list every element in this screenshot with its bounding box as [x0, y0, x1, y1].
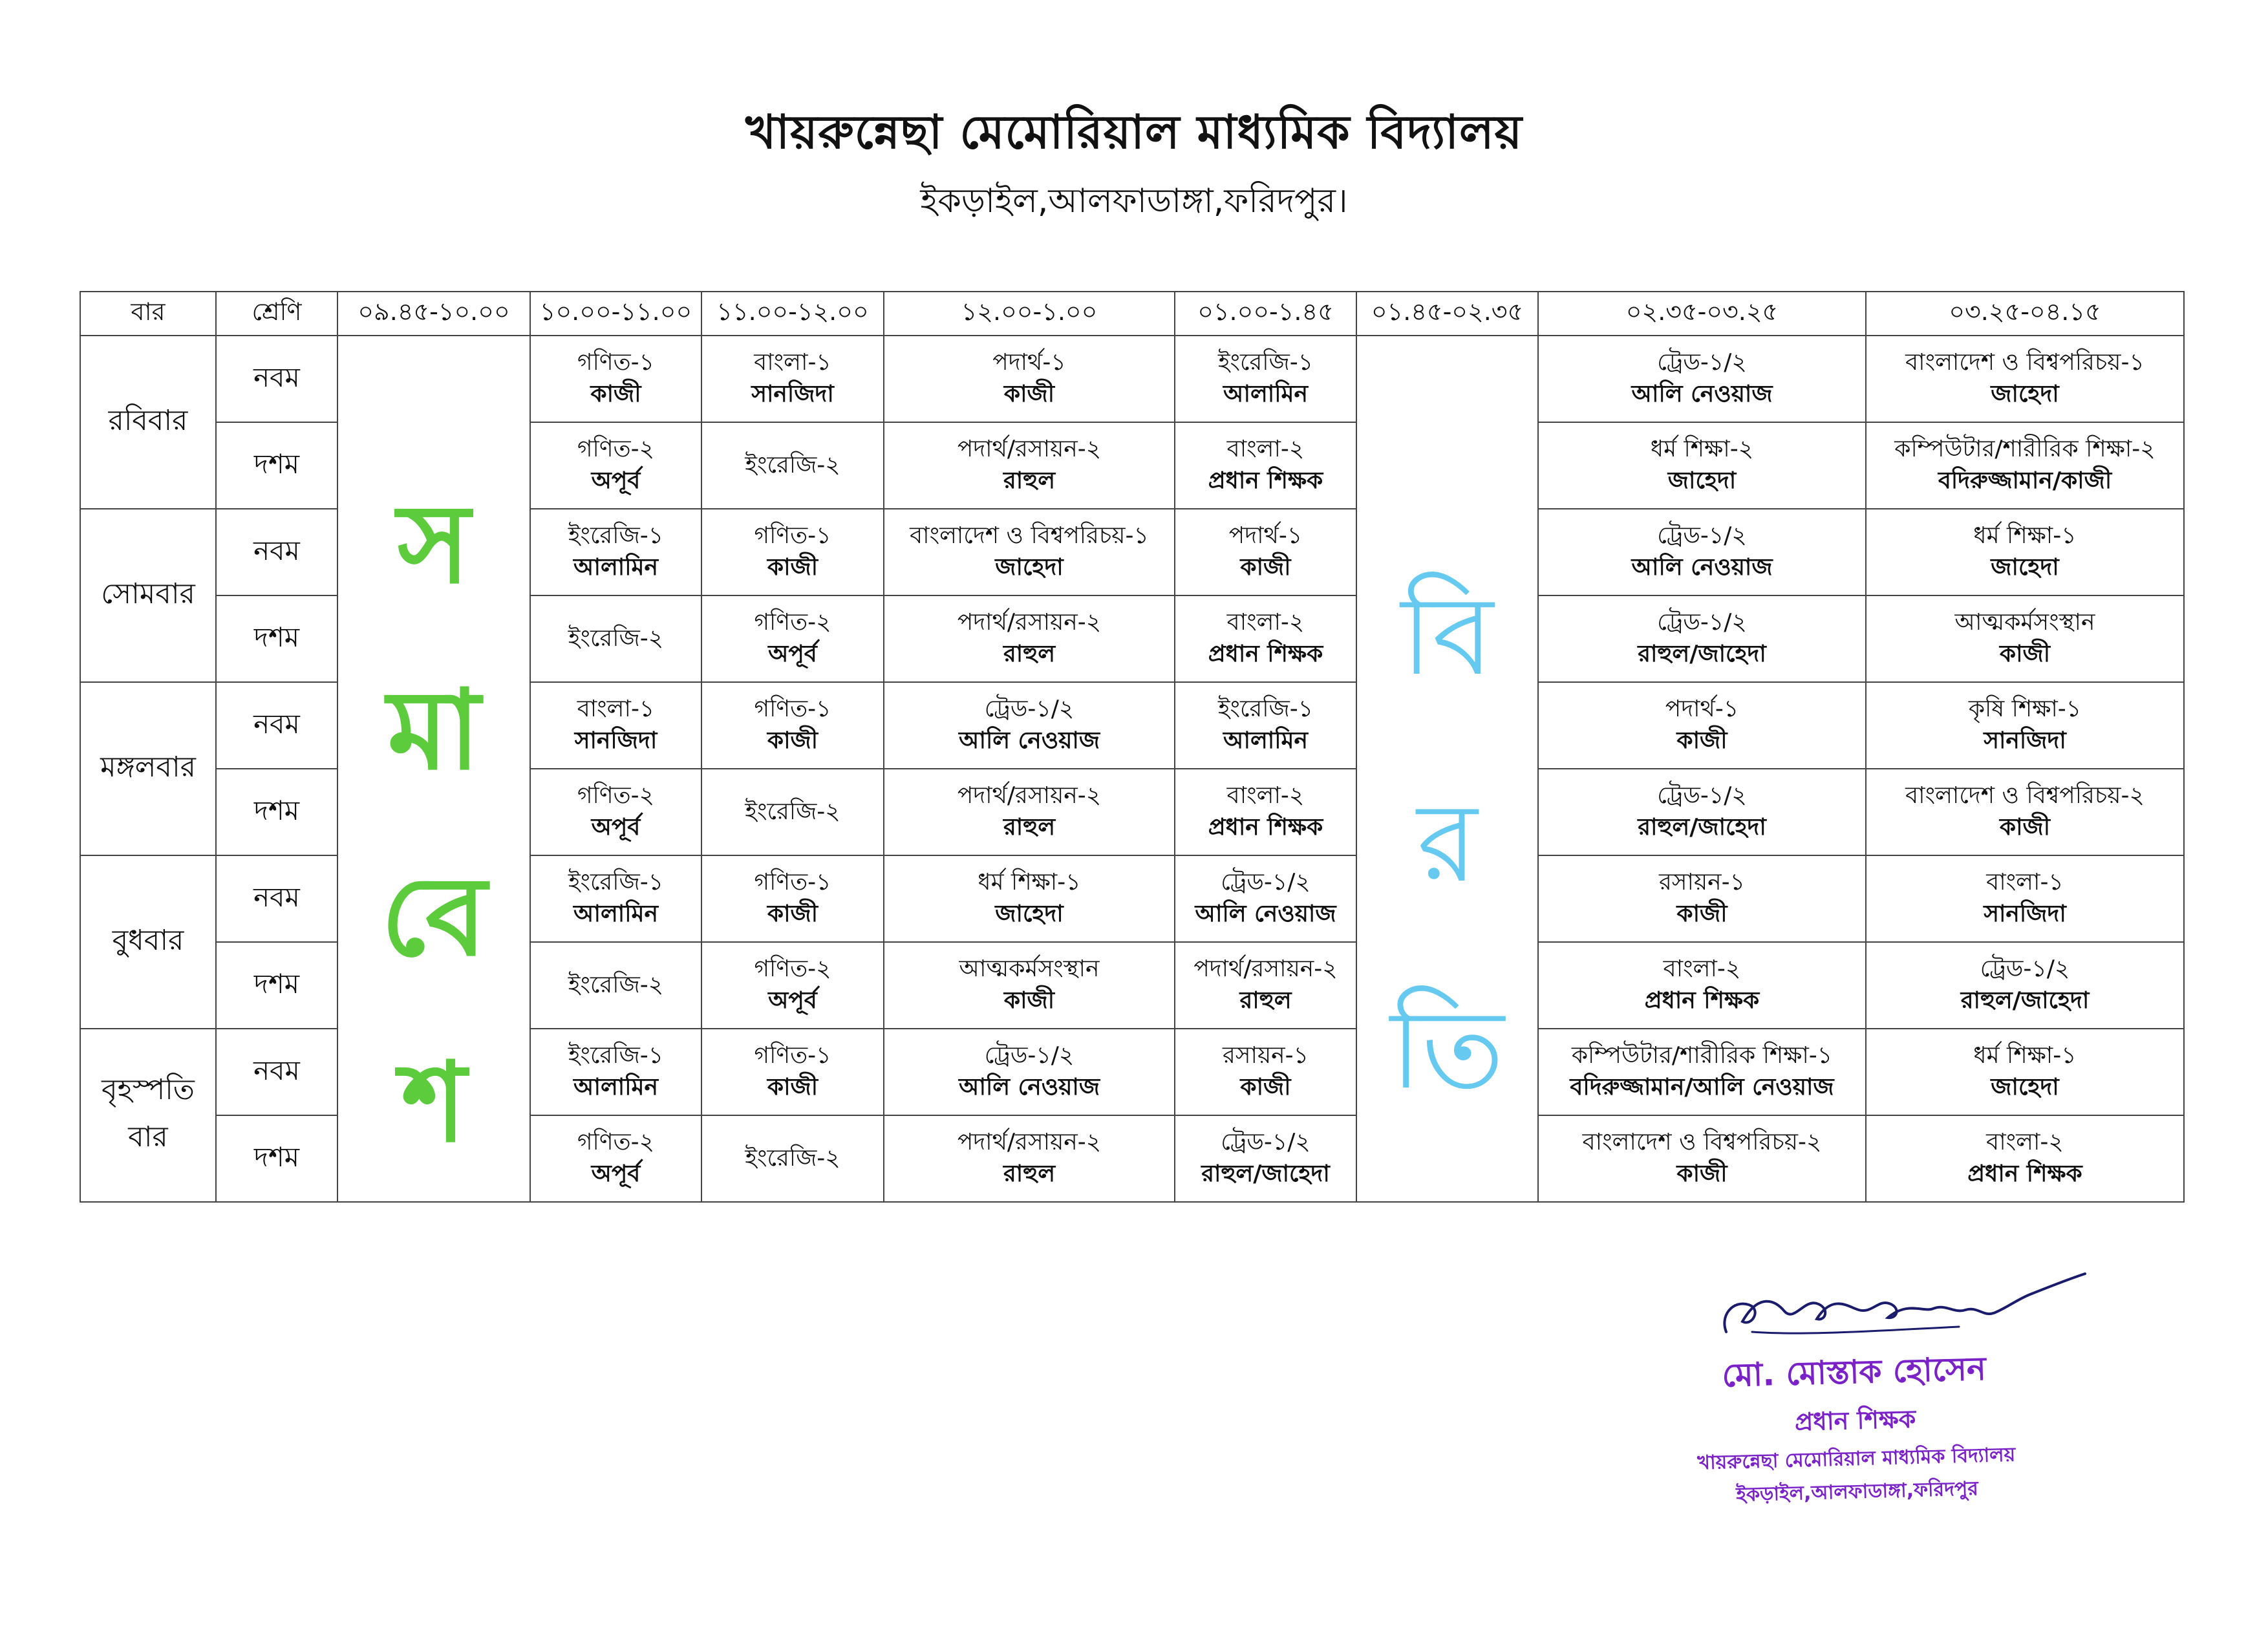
period-cell [1866, 595, 2184, 682]
header-cell: শ্রেণি [216, 292, 337, 336]
subject: ইংরেজি-২ [745, 1144, 840, 1172]
school-name: খায়রুন্নেছা মেমোরিয়াল মাধ্যমিক বিদ্যালয় [745, 105, 1523, 159]
period-cell [530, 682, 701, 769]
period-cell [1175, 769, 1356, 855]
break-char: র [1417, 779, 1478, 907]
teacher: রাহুল [1003, 641, 1056, 667]
headmaster-stamp [1653, 1343, 2058, 1514]
class-cell: নবম [216, 855, 337, 942]
subject: বাংলা-২ [1986, 1129, 2064, 1156]
period-cell [530, 595, 701, 682]
subject: বাংলাদেশ ও বিশ্বপরিচয়-২ [1582, 1129, 1822, 1156]
period-cell [1175, 336, 1356, 422]
period-cell [1866, 336, 2184, 422]
teacher: প্রধান শিক্ষক [1644, 987, 1760, 1014]
period-cell [530, 1029, 701, 1115]
subject: পদার্থ-১ [1228, 522, 1303, 550]
subject: গণিত-১ [754, 1042, 831, 1069]
teacher: কাজী [1676, 727, 1728, 754]
period-cell [701, 682, 884, 769]
teacher: জাহেদা [995, 554, 1064, 581]
teacher: আলি নেওয়াজ [1631, 381, 1773, 407]
period-cell [530, 769, 701, 855]
day-cell: সোমবার [80, 509, 216, 682]
period-cell [1175, 855, 1356, 942]
period-cell [701, 509, 884, 595]
period-cell [884, 769, 1175, 855]
subject: বাংলাদেশ ও বিশ্বপরিচয়-১ [1905, 349, 2145, 376]
subject: পদার্থ/রসায়ন-২ [1193, 956, 1338, 983]
subject: ইংরেজি-১ [1217, 696, 1314, 723]
teacher: জাহেদা [995, 901, 1064, 927]
day-cell: রবিবার [80, 336, 216, 509]
subject: গণিত-১ [754, 522, 831, 550]
header-cell: ০১.০০-১.৪৫ [1175, 292, 1356, 336]
period-cell [1175, 1029, 1356, 1115]
period-cell [884, 1115, 1175, 1202]
subject: গণিত-২ [754, 956, 831, 983]
teacher: অপূর্ব [591, 467, 641, 494]
teacher: রাহুল [1239, 987, 1292, 1014]
period-cell [884, 942, 1175, 1029]
teacher: কাজী [767, 1074, 818, 1100]
assembly-char: মা [387, 667, 480, 795]
period-cell [1538, 509, 1866, 595]
assembly-char: স [397, 480, 471, 608]
teacher: রাহুল [1003, 467, 1056, 494]
period-cell [1538, 336, 1866, 422]
teacher: কাজী [1676, 901, 1728, 927]
teacher: সানজিদা [1984, 727, 2066, 754]
table-row [80, 336, 2184, 422]
period-cell [701, 855, 884, 942]
subject: বাংলা-২ [1226, 782, 1305, 809]
subject: ইংরেজি-২ [745, 451, 840, 478]
teacher: রাহুল/জাহেদা [1201, 1161, 1330, 1187]
teacher: কাজী [1999, 641, 2051, 667]
period-cell [530, 422, 701, 509]
subject: ইংরেজি-১ [568, 522, 664, 550]
subject: পদার্থ/রসায়ন-২ [957, 609, 1102, 636]
teacher: রাহুল [1003, 814, 1056, 841]
teacher: সানজিদা [1984, 901, 2066, 927]
header-cell: ১১.০০-১২.০০ [701, 292, 884, 336]
stamp-name: মো. মোস্তাক হোসেন [1721, 1349, 1987, 1395]
subject: ধর্ম শিক্ষা-১ [978, 869, 1081, 896]
subject: বাংলা-১ [1986, 869, 2064, 896]
period-cell [530, 942, 701, 1029]
teacher: বদিরুজ্জামান/কাজী [1938, 467, 2112, 494]
period-cell [1866, 1029, 2184, 1115]
header-cell: বার [80, 292, 216, 336]
subject: ধর্ম শিক্ষা-২ [1650, 436, 1754, 463]
subject: ধর্ম শিক্ষা-১ [1973, 522, 2077, 550]
teacher: প্রধান শিক্ষক [1208, 467, 1323, 494]
period-cell [1866, 855, 2184, 942]
class-cell: নবম [216, 682, 337, 769]
period-cell [1175, 509, 1356, 595]
period-cell [1538, 1029, 1866, 1115]
subject: গণিত-২ [577, 1129, 655, 1156]
header-cell: ০২.৩৫-০৩.২৫ [1538, 292, 1866, 336]
subject: ইংরেজি-২ [568, 625, 664, 652]
period-cell [1538, 595, 1866, 682]
teacher: প্রধান শিক্ষক [1208, 641, 1323, 667]
period-cell [530, 855, 701, 942]
assembly-char: বে [381, 853, 487, 981]
subject: ট্রেড-১/২ [1980, 956, 2070, 983]
subject: ট্রেড-১/২ [1657, 522, 1747, 550]
assembly-cell [337, 336, 530, 1202]
period-cell [1175, 942, 1356, 1029]
teacher: রাহুল/জাহেদা [1960, 987, 2090, 1014]
teacher: সানজিদা [574, 727, 658, 754]
period-cell [884, 509, 1175, 595]
subject: কম্পিউটার/শারীরিক শিক্ষা-১ [1571, 1042, 1833, 1069]
subject: ইংরেজি-২ [745, 798, 840, 825]
teacher: রাহুল/জাহেদা [1638, 814, 1766, 841]
teacher: আলি নেওয়াজ [1631, 554, 1773, 581]
teacher: অপূর্ব [768, 641, 817, 667]
teacher: কাজী [1676, 1161, 1728, 1187]
teacher: জাহেদা [1991, 554, 2059, 581]
stamp-school: খায়রুন্নেছা মেমোরিয়াল মাধ্যমিক বিদ্যালয় [1696, 1443, 2016, 1475]
period-cell [1538, 769, 1866, 855]
period-cell [1175, 1115, 1356, 1202]
teacher: আলি নেওয়াজ [958, 1074, 1100, 1100]
subject: বাংলা-১ [577, 696, 655, 723]
subject: আত্মকর্মসংস্থান [959, 956, 1100, 983]
class-cell: দশম [216, 422, 337, 509]
class-cell: দশম [216, 942, 337, 1029]
period-cell [884, 682, 1175, 769]
subject: কম্পিউটার/শারীরিক শিক্ষা-২ [1894, 436, 2156, 463]
header-cell: ০৯.৪৫-১০.০০ [337, 292, 530, 336]
teacher: আলামিন [573, 901, 659, 927]
day-cell: বৃহস্পতি বার [80, 1029, 216, 1202]
teacher: কাজী [1240, 554, 1291, 581]
subject: পদার্থ/রসায়ন-২ [957, 1129, 1102, 1156]
teacher: কাজী [1003, 987, 1055, 1014]
header-cell: ১০.০০-১১.০০ [530, 292, 701, 336]
subject: রসায়ন-১ [1658, 869, 1746, 896]
header-cell: ০১.৪৫-০২.৩৫ [1356, 292, 1538, 336]
period-cell [1538, 1115, 1866, 1202]
subject: বাংলাদেশ ও বিশ্বপরিচয়-২ [1905, 782, 2145, 809]
subject: ইংরেজি-১ [568, 1042, 664, 1069]
subject: ট্রেড-১/২ [1221, 869, 1311, 896]
period-cell [530, 509, 701, 595]
day-cell: মঙ্গলবার [80, 682, 216, 855]
period-cell [701, 1115, 884, 1202]
period-cell [1866, 1115, 2184, 1202]
stamp-designation: প্রধান শিক্ষক [1794, 1404, 1916, 1437]
teacher: জাহেদা [1991, 1074, 2059, 1100]
subject: কৃষি শিক্ষা-১ [1968, 696, 2082, 723]
subject: পদার্থ-১ [992, 349, 1066, 376]
subject: ইংরেজি-১ [1217, 349, 1314, 376]
teacher: অপূর্ব [768, 987, 817, 1014]
period-cell [701, 942, 884, 1029]
period-cell [884, 422, 1175, 509]
teacher: কাজী [1003, 381, 1055, 407]
teacher: রাহুল/জাহেদা [1638, 641, 1766, 667]
subject: বাংলা-২ [1226, 609, 1305, 636]
break-char: বি [1400, 572, 1494, 700]
subject: গণিত-২ [577, 436, 655, 463]
headmaster-signature [1713, 1254, 2088, 1351]
class-routine-table [80, 291, 2185, 1203]
subject: ট্রেড-১/২ [984, 1042, 1075, 1069]
teacher: কাজী [1240, 1074, 1291, 1100]
subject: আত্মকর্মসংস্থান [1954, 609, 2095, 636]
period-cell [1538, 682, 1866, 769]
subject: বাংলা-১ [754, 349, 831, 376]
period-cell [530, 336, 701, 422]
subject: রসায়ন-১ [1222, 1042, 1309, 1069]
teacher: কাজী [767, 901, 818, 927]
break-char: তি [1390, 986, 1504, 1114]
period-cell [1866, 509, 2184, 595]
subject: গণিত-১ [577, 349, 655, 376]
subject: ট্রেড-১/২ [1657, 609, 1747, 636]
subject: ট্রেড-১/২ [1221, 1129, 1311, 1156]
teacher: রাহুল [1003, 1161, 1056, 1187]
subject: পদার্থ/রসায়ন-২ [957, 782, 1102, 809]
subject: ইংরেজি-১ [568, 869, 664, 896]
teacher: অপূর্ব [591, 1161, 641, 1187]
teacher: বদিরুজ্জামান/আলি নেওয়াজ [1570, 1074, 1834, 1100]
class-cell: দশম [216, 1115, 337, 1202]
teacher: প্রধান শিক্ষক [1208, 814, 1323, 841]
break-cell [1356, 336, 1538, 1202]
class-cell: দশম [216, 769, 337, 855]
subject: বাংলা-২ [1226, 436, 1305, 463]
teacher: আলামিন [573, 1074, 659, 1100]
period-cell [1538, 942, 1866, 1029]
subject: ট্রেড-১/২ [1657, 349, 1747, 376]
period-cell [701, 336, 884, 422]
period-cell [1866, 682, 2184, 769]
period-cell [1175, 595, 1356, 682]
teacher: কাজী [590, 381, 641, 407]
teacher: আলামিন [1223, 381, 1309, 407]
stamp-address: ইকড়াইল,আলফাডাঙ্গা,ফরিদপুর [1735, 1477, 1979, 1506]
period-cell [884, 855, 1175, 942]
subject: ট্রেড-১/২ [984, 696, 1075, 723]
subject: ধর্ম শিক্ষা-১ [1973, 1042, 2077, 1069]
teacher: জাহেদা [1991, 381, 2059, 407]
teacher: কাজী [1999, 814, 2051, 841]
period-cell [1866, 942, 2184, 1029]
period-cell [1175, 422, 1356, 509]
subject: গণিত-২ [577, 782, 655, 809]
period-cell [884, 336, 1175, 422]
subject: গণিত-১ [754, 869, 831, 896]
period-cell [1538, 855, 1866, 942]
subject: পদার্থ/রসায়ন-২ [957, 436, 1102, 463]
subject: ইংরেজি-২ [568, 971, 664, 998]
subject: গণিত-২ [754, 609, 831, 636]
subject: বাংলা-২ [1663, 956, 1741, 983]
period-cell [701, 1029, 884, 1115]
class-cell: নবম [216, 509, 337, 595]
teacher: অপূর্ব [591, 814, 641, 841]
period-cell [884, 1029, 1175, 1115]
teacher: আলামিন [1223, 727, 1309, 754]
teacher: আলামিন [573, 554, 659, 581]
teacher: প্রধান শিক্ষক [1967, 1161, 2082, 1187]
period-cell [701, 595, 884, 682]
school-address: ইকড়াইল,আলফাডাঙ্গা,ফরিদপুর। [920, 182, 1348, 220]
teacher: সানজিদা [751, 381, 834, 407]
subject: ট্রেড-১/২ [1657, 782, 1747, 809]
subject: পদার্থ-১ [1665, 696, 1739, 723]
period-cell [1866, 422, 2184, 509]
teacher: জাহেদা [1667, 467, 1737, 494]
period-cell [530, 1115, 701, 1202]
period-cell [1175, 682, 1356, 769]
class-cell: নবম [216, 1029, 337, 1115]
teacher: কাজী [767, 554, 818, 581]
assembly-char: শ [401, 1039, 467, 1167]
teacher: আলি নেওয়াজ [1195, 901, 1336, 927]
subject: বাংলাদেশ ও বিশ্বপরিচয়-১ [910, 522, 1149, 550]
teacher: আলি নেওয়াজ [958, 727, 1100, 754]
period-cell [1866, 769, 2184, 855]
subject: গণিত-১ [754, 696, 831, 723]
day-cell: বুধবার [80, 855, 216, 1029]
period-cell [701, 769, 884, 855]
class-cell: নবম [216, 336, 337, 422]
period-cell [701, 422, 884, 509]
period-cell [1538, 422, 1866, 509]
period-cell [884, 595, 1175, 682]
teacher: কাজী [767, 727, 818, 754]
header-row [80, 292, 2184, 336]
header-cell: ০৩.২৫-০৪.১৫ [1866, 292, 2184, 336]
class-cell: দশম [216, 595, 337, 682]
header-cell: ১২.০০-১.০০ [884, 292, 1175, 336]
